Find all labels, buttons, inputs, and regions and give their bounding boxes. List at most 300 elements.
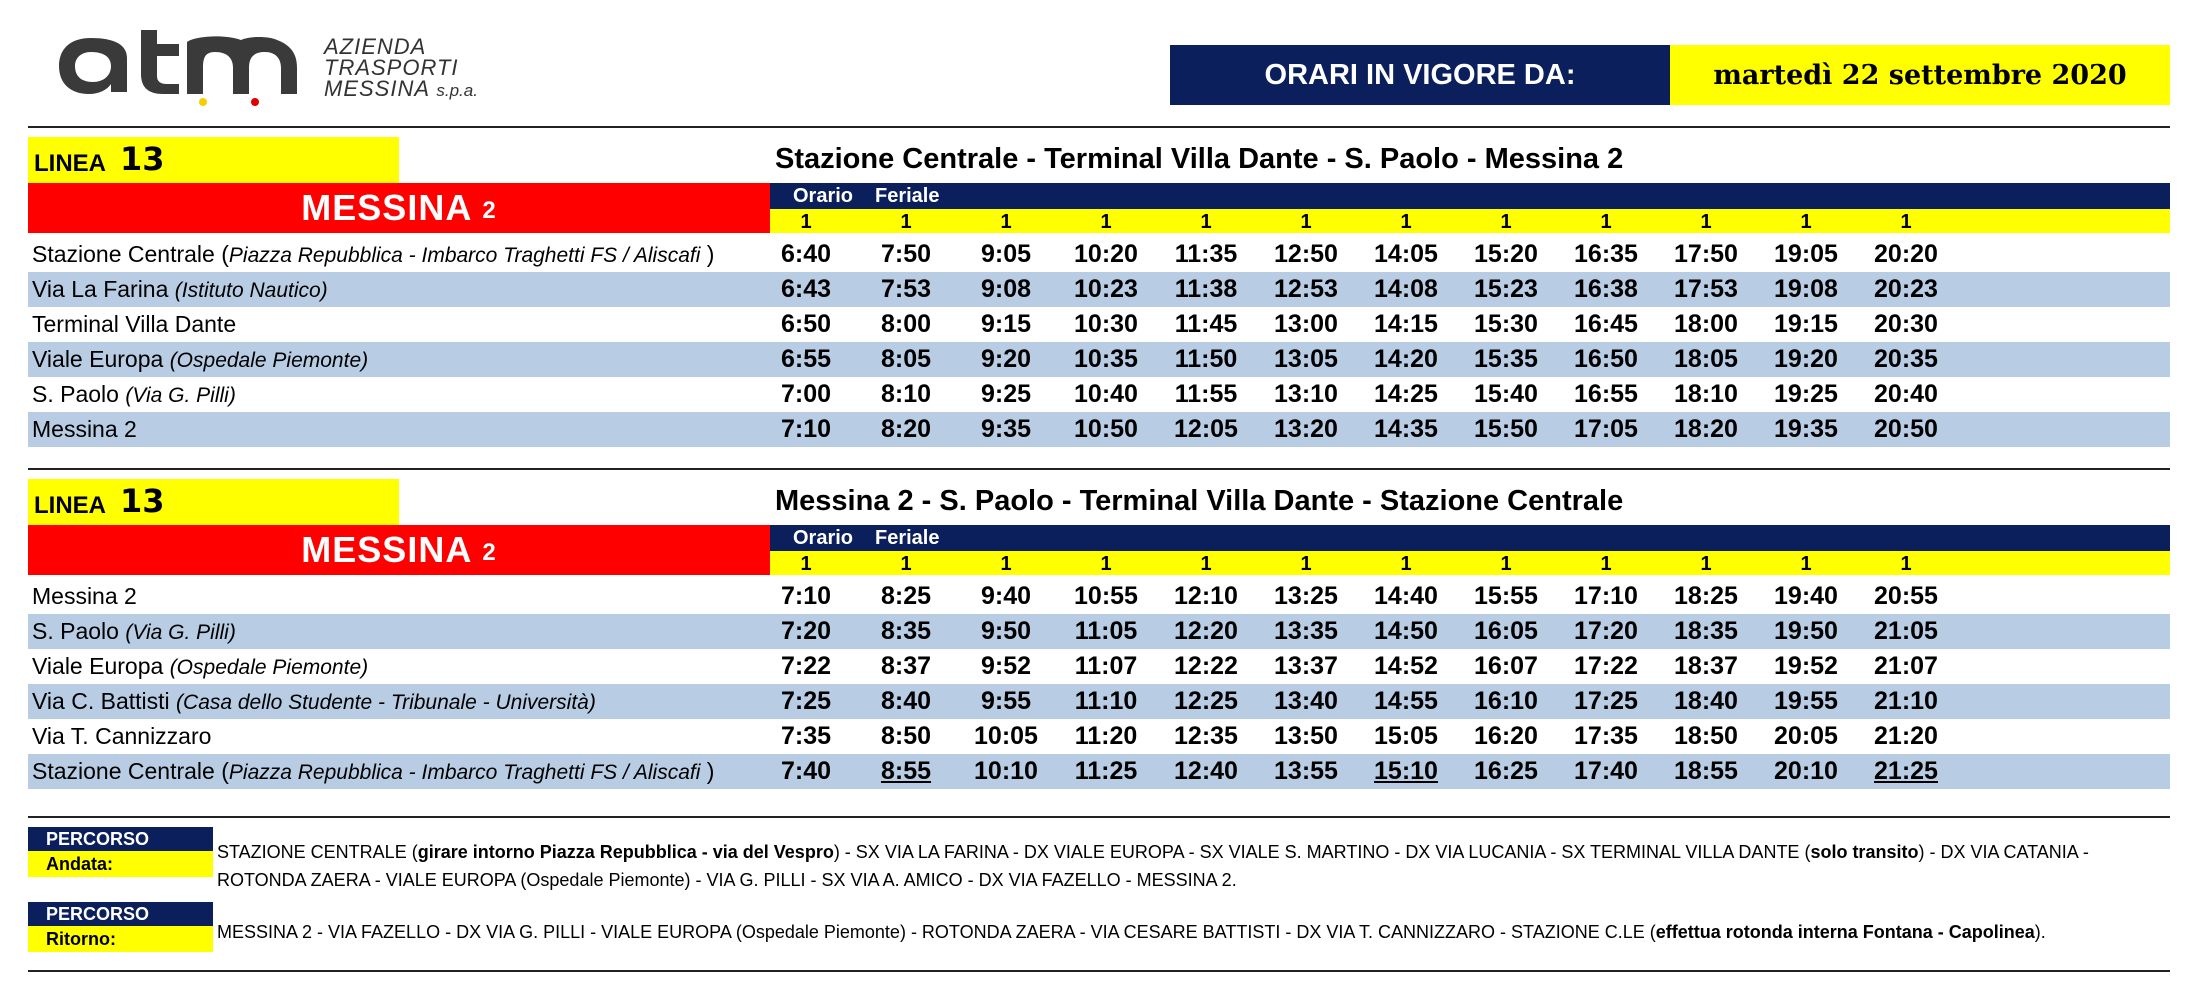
- departure-time: [1261, 272, 1351, 307]
- time-value: 15:20: [1474, 240, 1538, 268]
- run-number: 1: [800, 553, 812, 575]
- time-value: 16:07: [1474, 652, 1538, 680]
- departure-time: [1561, 649, 1651, 684]
- time-value: 15:55: [1474, 582, 1538, 610]
- feriale-label: Feriale: [875, 185, 940, 207]
- stop-name: [32, 412, 137, 447]
- run-number: 1: [1800, 211, 1812, 233]
- departure-time: [1161, 412, 1251, 447]
- time-value: 10:55: [1074, 582, 1138, 610]
- percorso-tag-bottom: Andata:: [28, 851, 213, 877]
- time-value: 18:00: [1674, 310, 1738, 338]
- departure-time: [1361, 307, 1451, 342]
- time-value: 12:20: [1174, 617, 1238, 645]
- time-value: 7:22: [780, 652, 832, 680]
- atm-logo: [55, 26, 315, 106]
- departure-time: [961, 719, 1051, 754]
- time-value: 14:15: [1374, 310, 1438, 338]
- run-number: 1: [1600, 211, 1612, 233]
- time-value: 6:55: [780, 345, 832, 373]
- departure-time: [1461, 342, 1551, 377]
- stop-note: (Ospedale Piemonte): [169, 349, 369, 372]
- divider: [28, 126, 2170, 128]
- time-value: 17:35: [1574, 722, 1638, 750]
- departure-time: [1061, 649, 1151, 684]
- time-value: 16:10: [1474, 687, 1538, 715]
- percorso-ritorno-text: [217, 918, 2157, 946]
- percorso-tag-top: PERCORSO: [28, 902, 213, 926]
- stop-label: Messina 2: [32, 583, 137, 609]
- time-value: 12:22: [1174, 652, 1238, 680]
- departure-time: [1861, 719, 1951, 754]
- departure-time: [1761, 412, 1851, 447]
- departure-time: [1261, 754, 1351, 789]
- time-value: 12:35: [1174, 722, 1238, 750]
- time-value: 9:15: [980, 310, 1032, 338]
- run-number: 1: [1000, 553, 1012, 575]
- departure-time: [961, 377, 1051, 412]
- time-value: 13:00: [1274, 310, 1338, 338]
- schedule-type-bar: [770, 183, 2170, 209]
- departure-time: [1361, 684, 1451, 719]
- time-value: 8:05: [880, 345, 932, 373]
- run-number-bar: [770, 551, 2170, 575]
- table-row: [28, 342, 2170, 377]
- departure-time: [961, 412, 1051, 447]
- percorso-andata-text: [217, 838, 2157, 894]
- stop-name: [32, 272, 328, 307]
- time-value: 16:05: [1474, 617, 1538, 645]
- time-value: 11:50: [1174, 345, 1238, 373]
- stop-name: [32, 579, 137, 614]
- time-value: 15:50: [1474, 415, 1538, 443]
- departure-time: [1661, 719, 1751, 754]
- schedule-type-bar: [770, 525, 2170, 551]
- linea-badge: [28, 479, 399, 525]
- time-value: 13:10: [1274, 380, 1338, 408]
- destination-number: 2: [482, 539, 497, 566]
- departure-time: [1861, 684, 1951, 719]
- table-row: [28, 719, 2170, 754]
- departure-time: [1561, 342, 1651, 377]
- departure-time: [1661, 649, 1751, 684]
- departure-time: [1161, 614, 1251, 649]
- departure-time: [861, 377, 951, 412]
- departure-time: [861, 272, 951, 307]
- stop-note: (Via G. Pilli): [125, 621, 236, 644]
- divider: [28, 468, 2170, 470]
- time-value: 15:10: [1374, 757, 1438, 785]
- departure-time: [1461, 719, 1551, 754]
- departure-time: [1361, 579, 1451, 614]
- time-value: 21:05: [1874, 617, 1938, 645]
- time-value: 21:20: [1874, 722, 1938, 750]
- time-value: 17:25: [1574, 687, 1638, 715]
- time-value: 19:15: [1774, 310, 1838, 338]
- time-value: 20:30: [1874, 310, 1938, 338]
- percorso-andata-line-2: ROTONDA ZAERA - VIALE EUROPA (Ospedale Piemonte) - VIA G. PILLI - SX VIA A. AMICO - DX VIA FAZELLO - MESSINA 2.: [217, 870, 1237, 890]
- time-value: 19:55: [1774, 687, 1838, 715]
- departure-time: [1061, 754, 1151, 789]
- departure-time: [1761, 684, 1851, 719]
- departure-time: [1861, 614, 1951, 649]
- departure-time: [1261, 684, 1351, 719]
- stop-note: (Casa dello Studente - Tribunale - Università): [176, 691, 596, 714]
- departure-time: [1061, 579, 1151, 614]
- departure-time: [861, 754, 951, 789]
- departure-time: [861, 614, 951, 649]
- departure-time: [761, 412, 851, 447]
- departure-time: [861, 412, 951, 447]
- destination-number: 2: [482, 197, 497, 224]
- departure-time: [1161, 237, 1251, 272]
- company-line-1: AZIENDA: [324, 34, 427, 59]
- run-number: 1: [1000, 211, 1012, 233]
- time-value: 11:38: [1174, 275, 1238, 303]
- time-value: 20:35: [1874, 345, 1938, 373]
- departure-time: [1261, 237, 1351, 272]
- linea-badge: [28, 137, 399, 183]
- time-value: 18:05: [1674, 345, 1738, 373]
- time-value: 7:40: [780, 757, 832, 785]
- time-value: 13:05: [1274, 345, 1338, 373]
- departure-time: [1761, 342, 1851, 377]
- time-value: 8:40: [880, 687, 932, 715]
- time-value: 15:30: [1474, 310, 1538, 338]
- percorso-tag-top: PERCORSO: [28, 827, 213, 851]
- departure-time: [1261, 649, 1351, 684]
- departure-time: [1661, 412, 1751, 447]
- departure-time: [1161, 649, 1251, 684]
- departure-time: [1761, 754, 1851, 789]
- departure-time: [761, 237, 851, 272]
- run-number: 1: [1900, 553, 1912, 575]
- time-value: 19:50: [1774, 617, 1838, 645]
- departure-time: [1061, 684, 1151, 719]
- departure-time: [1061, 377, 1151, 412]
- destination-name: MESSINA: [301, 529, 473, 570]
- table-row: [28, 579, 2170, 614]
- departure-time: [1361, 377, 1451, 412]
- departure-time: [761, 649, 851, 684]
- departure-time: [1561, 307, 1651, 342]
- departure-time: [761, 754, 851, 789]
- time-value: 19:40: [1774, 582, 1838, 610]
- time-value: 20:05: [1774, 722, 1838, 750]
- departure-time: [1661, 377, 1751, 412]
- run-number: 1: [1400, 211, 1412, 233]
- table-row: [28, 307, 2170, 342]
- departure-time: [761, 684, 851, 719]
- departure-time: [1761, 377, 1851, 412]
- time-value: 15:23: [1474, 275, 1538, 303]
- departure-time: [1461, 412, 1551, 447]
- feriale-label: Feriale: [875, 527, 940, 549]
- departure-time: [961, 614, 1051, 649]
- departure-time: [1861, 377, 1951, 412]
- destination-banner: [28, 525, 770, 575]
- departure-time: [761, 272, 851, 307]
- stop-name: [32, 377, 236, 412]
- time-value: 16:35: [1574, 240, 1638, 268]
- time-value: 9:55: [980, 687, 1032, 715]
- time-value: 21:25: [1874, 757, 1938, 785]
- stop-label: Stazione Centrale (: [32, 241, 229, 267]
- departure-time: [761, 342, 851, 377]
- time-value: 17:53: [1674, 275, 1738, 303]
- departure-time: [861, 579, 951, 614]
- linea-label: LINEA: [34, 150, 106, 177]
- time-value: 17:20: [1574, 617, 1638, 645]
- linea-number: 13: [120, 140, 165, 178]
- departure-time: [1661, 614, 1751, 649]
- time-value: 15:35: [1474, 345, 1538, 373]
- time-value: 10:40: [1074, 380, 1138, 408]
- percorso-tag-bottom: Ritorno:: [28, 926, 213, 952]
- run-number: 1: [1100, 553, 1112, 575]
- departure-time: [1761, 307, 1851, 342]
- departure-time: [1561, 684, 1651, 719]
- departure-time: [1161, 719, 1251, 754]
- departure-time: [1861, 272, 1951, 307]
- table-row: [28, 649, 2170, 684]
- run-number: 1: [1500, 553, 1512, 575]
- departure-time: [1061, 614, 1151, 649]
- percorso-bold-text: girare intorno Piazza Repubblica - via del Vespro: [417, 842, 834, 862]
- time-value: 17:05: [1574, 415, 1638, 443]
- company-line-3: MESSINA: [324, 76, 430, 101]
- table-row: [28, 412, 2170, 447]
- run-number: 1: [1700, 553, 1712, 575]
- time-value: 10:23: [1074, 275, 1138, 303]
- time-value: 19:35: [1774, 415, 1838, 443]
- atm-logo-mark: [55, 26, 315, 106]
- time-value: 21:10: [1874, 687, 1938, 715]
- linea-number: 13: [120, 482, 165, 520]
- stop-label: Viale Europa: [32, 346, 170, 372]
- time-value: 10:50: [1074, 415, 1138, 443]
- departure-time: [1161, 272, 1251, 307]
- departure-time: [761, 719, 851, 754]
- time-value: 16:55: [1574, 380, 1638, 408]
- time-value: 7:20: [780, 617, 832, 645]
- time-value: 18:40: [1674, 687, 1738, 715]
- orario-label: Orario: [793, 185, 854, 207]
- time-value: 11:45: [1174, 310, 1238, 338]
- time-value: 10:30: [1074, 310, 1138, 338]
- orario-label: Orario: [793, 527, 854, 549]
- time-value: 7:00: [780, 380, 832, 408]
- time-value: 11:07: [1074, 652, 1138, 680]
- departure-time: [961, 237, 1051, 272]
- validity-date: martedì 22 settembre 2020: [1670, 45, 2170, 105]
- time-value: 16:25: [1474, 757, 1538, 785]
- departure-time: [1661, 754, 1751, 789]
- validity-label: ORARI IN VIGORE DA:: [1170, 45, 1670, 105]
- departure-time: [1261, 719, 1351, 754]
- departure-time: [1561, 754, 1651, 789]
- departure-time: [1861, 237, 1951, 272]
- run-number: 1: [1700, 211, 1712, 233]
- percorso-bold-text: solo transito: [1810, 842, 1919, 862]
- departure-time: [1261, 307, 1351, 342]
- departure-time: [1461, 614, 1551, 649]
- departure-time: [961, 754, 1051, 789]
- stop-name: [32, 237, 714, 272]
- departure-time: [1661, 684, 1751, 719]
- time-value: 10:05: [974, 722, 1038, 750]
- time-value: 20:50: [1874, 415, 1938, 443]
- time-value: 18:25: [1674, 582, 1738, 610]
- departure-time: [1361, 754, 1451, 789]
- departure-time: [1161, 579, 1251, 614]
- time-value: 17:10: [1574, 582, 1638, 610]
- time-value: 14:05: [1374, 240, 1438, 268]
- departure-time: [1461, 684, 1551, 719]
- departure-time: [761, 614, 851, 649]
- departure-time: [1661, 307, 1751, 342]
- departure-time: [1161, 342, 1251, 377]
- departure-time: [1861, 579, 1951, 614]
- departure-time: [1761, 237, 1851, 272]
- departure-time: [1261, 614, 1351, 649]
- time-value: 19:08: [1774, 275, 1838, 303]
- time-value: 17:50: [1674, 240, 1738, 268]
- departure-time: [1861, 342, 1951, 377]
- time-value: 14:25: [1374, 380, 1438, 408]
- time-value: 7:35: [780, 722, 832, 750]
- time-value: 19:52: [1774, 652, 1838, 680]
- route-title: Stazione Centrale - Terminal Villa Dante - S. Paolo - Messina 2: [775, 143, 1624, 175]
- time-value: 21:07: [1874, 652, 1938, 680]
- time-value: 10:20: [1074, 240, 1138, 268]
- time-value: 20:23: [1874, 275, 1938, 303]
- departure-time: [1461, 307, 1551, 342]
- time-value: 9:52: [980, 652, 1032, 680]
- departure-time: [1361, 237, 1451, 272]
- departure-time: [1061, 307, 1151, 342]
- time-value: 11:20: [1074, 722, 1138, 750]
- departure-time: [1161, 377, 1251, 412]
- departure-time: [1661, 272, 1751, 307]
- time-value: 8:10: [880, 380, 932, 408]
- table-row: [28, 614, 2170, 649]
- stop-label: Via T. Cannizzaro: [32, 723, 212, 749]
- departure-time: [1461, 272, 1551, 307]
- time-value: 13:37: [1274, 652, 1338, 680]
- time-value: 12:25: [1174, 687, 1238, 715]
- time-value: 14:35: [1374, 415, 1438, 443]
- run-number: 1: [900, 211, 912, 233]
- run-number: 1: [1200, 553, 1212, 575]
- stop-name: [32, 684, 596, 719]
- time-value: 14:55: [1374, 687, 1438, 715]
- time-value: 12:50: [1274, 240, 1338, 268]
- time-value: 9:05: [980, 240, 1032, 268]
- departure-time: [1661, 342, 1751, 377]
- time-value: 16:20: [1474, 722, 1538, 750]
- table-row: [28, 754, 2170, 789]
- run-number: 1: [1300, 553, 1312, 575]
- stop-label: S. Paolo: [32, 381, 126, 407]
- departure-time: [1361, 342, 1451, 377]
- stop-name: [32, 614, 236, 649]
- departure-time: [961, 684, 1051, 719]
- stop-name: [32, 649, 368, 684]
- time-value: 12:10: [1174, 582, 1238, 610]
- time-value: 13:25: [1274, 582, 1338, 610]
- departure-time: [1461, 754, 1551, 789]
- time-value: 6:43: [780, 275, 832, 303]
- time-value: 9:20: [980, 345, 1032, 373]
- departure-time: [1761, 649, 1851, 684]
- time-value: 18:55: [1674, 757, 1738, 785]
- time-value: 19:05: [1774, 240, 1838, 268]
- stop-name: [32, 719, 211, 754]
- time-value: 11:05: [1074, 617, 1138, 645]
- time-value: 9:50: [980, 617, 1032, 645]
- time-value: 12:40: [1174, 757, 1238, 785]
- company-line-2: TRASPORTI: [324, 55, 459, 80]
- time-value: 6:50: [780, 310, 832, 338]
- stop-note: (Ospedale Piemonte): [169, 656, 369, 679]
- time-value: 11:55: [1174, 380, 1238, 408]
- time-value: 18:37: [1674, 652, 1738, 680]
- departure-time: [1261, 412, 1351, 447]
- time-value: 11:25: [1074, 757, 1138, 785]
- departure-time: [1561, 272, 1651, 307]
- time-value: 17:22: [1574, 652, 1638, 680]
- run-number: 1: [800, 211, 812, 233]
- departure-time: [1061, 719, 1151, 754]
- time-value: 9:08: [980, 275, 1032, 303]
- departure-time: [1461, 377, 1551, 412]
- time-value: 9:35: [980, 415, 1032, 443]
- time-value: 10:10: [974, 757, 1038, 785]
- run-number: 1: [1400, 553, 1412, 575]
- stop-note: Piazza Repubblica - Imbarco Traghetti FS / Aliscafi: [228, 761, 701, 784]
- departure-time: [1561, 719, 1651, 754]
- departure-time: [961, 579, 1051, 614]
- departure-time: [1661, 237, 1751, 272]
- stop-label: Messina 2: [32, 416, 137, 442]
- time-value: 8:50: [880, 722, 932, 750]
- time-value: 16:45: [1574, 310, 1638, 338]
- departure-time: [861, 307, 951, 342]
- time-value: 18:35: [1674, 617, 1738, 645]
- time-value: 8:37: [880, 652, 932, 680]
- departure-time: [1861, 412, 1951, 447]
- departure-time: [1361, 272, 1451, 307]
- time-value: 16:38: [1574, 275, 1638, 303]
- stop-label: Terminal Villa Dante: [32, 311, 237, 337]
- stop-label: Via C. Battisti: [32, 688, 177, 714]
- time-value: 17:40: [1574, 757, 1638, 785]
- time-value: 7:10: [780, 582, 832, 610]
- departure-time: [961, 649, 1051, 684]
- time-value: 8:55: [880, 757, 932, 785]
- route-title: Messina 2 - S. Paolo - Terminal Villa Dante - Stazione Centrale: [775, 485, 1624, 517]
- stop-label: Via La Farina: [32, 276, 175, 302]
- stop-name: [32, 342, 368, 377]
- time-value: 6:40: [780, 240, 832, 268]
- departure-time: [861, 719, 951, 754]
- departure-time: [961, 342, 1051, 377]
- stop-note: (Istituto Nautico): [174, 279, 328, 302]
- time-value: 8:00: [880, 310, 932, 338]
- departure-time: [1761, 614, 1851, 649]
- stop-label: S. Paolo: [32, 618, 126, 644]
